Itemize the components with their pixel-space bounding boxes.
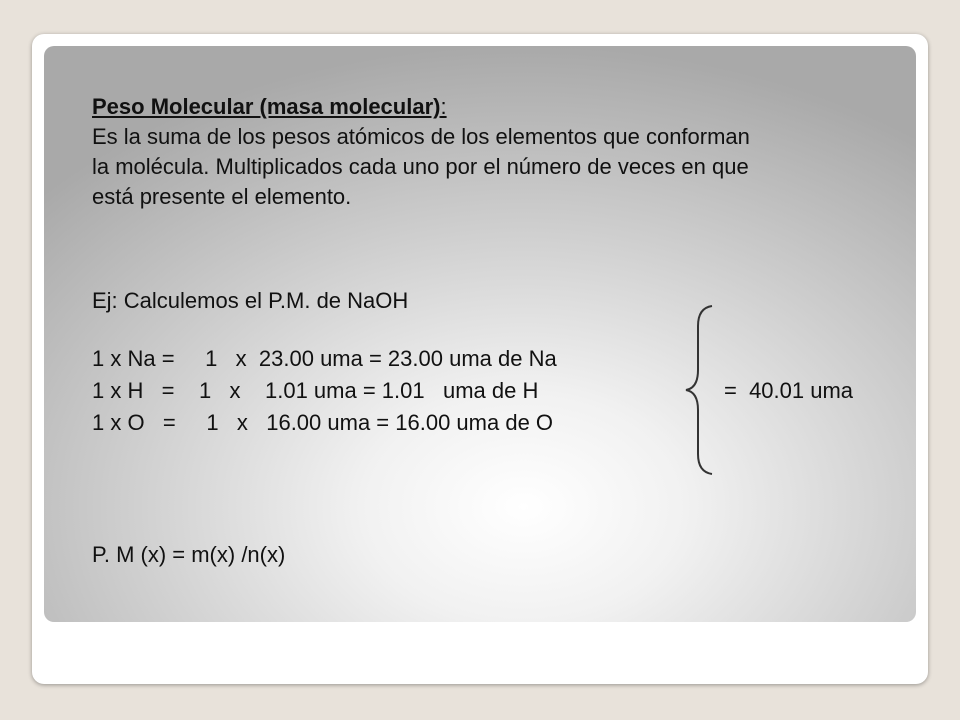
calc-row-na: 1 x Na = 1 x 23.00 uma = 23.00 uma de Na (92, 346, 557, 371)
content-panel (44, 46, 916, 622)
curly-brace-icon (684, 304, 724, 476)
title-colon: : (440, 94, 447, 119)
slide-frame (32, 34, 928, 684)
calc-row-o: 1 x O = 1 x 16.00 uma = 16.00 uma de O (92, 410, 554, 435)
calc-row-h: 1 x H = 1 x 1.01 uma = 1.01 uma de H (92, 378, 539, 403)
definition-line-3: está presente el elemento. (92, 184, 352, 209)
example-heading: Ej: Calculemos el P.M. de NaOH (92, 288, 409, 313)
definition-line-2: la molécula. Multiplicados cada uno por el número de veces en que (92, 154, 749, 179)
definition-line-1: Es la suma de los pesos atómicos de los elementos que conforman (92, 124, 750, 149)
slide-title-line (92, 92, 447, 122)
formula: P. M (x) = m(x) /n(x) (92, 542, 286, 567)
slide-title: Peso Molecular (masa molecular) (92, 94, 441, 119)
total-result: = 40.01 uma (724, 378, 854, 403)
